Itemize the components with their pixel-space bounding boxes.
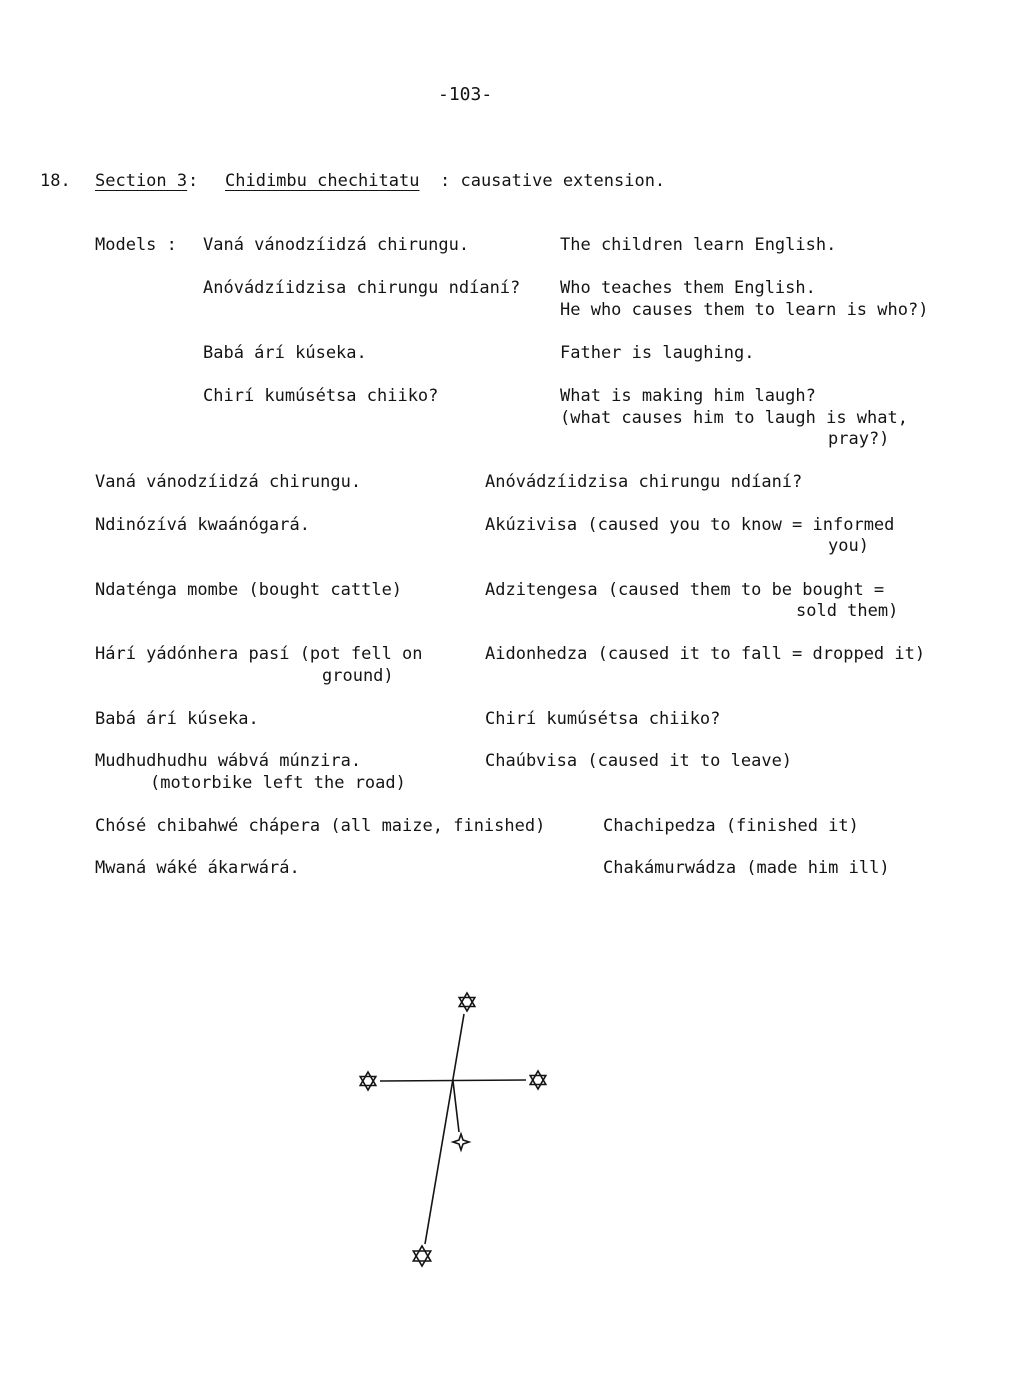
page-number: -103- <box>438 84 493 105</box>
model-shona-3: Babá árí kúseka. <box>203 343 367 363</box>
section-subtitle: : causative extension. <box>440 171 666 191</box>
model-english-4c: pray?) <box>828 429 890 449</box>
star-icon <box>413 1246 430 1266</box>
exercise-left-3: Ndaténga mombe (bought cattle) <box>95 580 403 600</box>
exercise-left-4b: ground) <box>322 666 394 686</box>
model-english-1: The children learn English. <box>560 235 837 255</box>
exercise-right-2b: you) <box>828 536 869 556</box>
exercise-left-6a: Mudhudhudhu wábvá múnzira. <box>95 751 362 771</box>
exercise-right-1: Anóvádzíidzisa chirungu ndíaní? <box>485 472 803 492</box>
model-english-4b: (what causes him to laugh is what, <box>560 408 908 428</box>
cross-short-line <box>453 1081 459 1132</box>
models-label: Models : <box>95 235 177 255</box>
exercise-right-3b: sold them) <box>796 601 899 621</box>
star-icon <box>459 993 475 1011</box>
model-shona-1: Vaná vánodzíidzá chirungu. <box>203 235 470 255</box>
exercise-left-1: Vaná vánodzíidzá chirungu. <box>95 472 362 492</box>
southern-cross-figure <box>340 980 560 1280</box>
exercise-right-7: Chachipedza (finished it) <box>603 816 859 836</box>
star-icon <box>453 1134 469 1150</box>
model-shona-2: Anóvádzíidzisa chirungu ndíaní? <box>203 278 521 298</box>
exercise-left-8: Mwaná wáké ákarwárá. <box>95 858 300 878</box>
section-number: 18. <box>40 171 71 191</box>
star-icon <box>360 1072 376 1090</box>
exercise-left-7: Chósé chibahwé chápera (all maize, finished) <box>95 816 546 836</box>
exercise-right-5: Chirí kumúsétsa chiiko? <box>485 709 721 729</box>
model-english-3: Father is laughing. <box>560 343 755 363</box>
exercise-left-5: Babá árí kúseka. <box>95 709 259 729</box>
exercise-right-8: Chakámurwádza (made him ill) <box>603 858 890 878</box>
star-icon <box>530 1071 546 1089</box>
section-label: Section 3 <box>95 171 188 191</box>
exercise-left-6b: (motorbike left the road) <box>150 773 406 793</box>
exercise-right-6: Chaúbvisa (caused it to leave) <box>485 751 793 771</box>
exercise-right-2a: Akúzivisa (caused you to know = informed <box>485 515 895 535</box>
model-english-4a: What is making him laugh? <box>560 386 816 406</box>
exercise-right-4: Aidonhedza (caused it to fall = dropped it) <box>485 644 926 664</box>
model-english-2a: Who teaches them English. <box>560 278 816 298</box>
model-english-2b: He who causes them to learn is who?) <box>560 300 929 320</box>
exercise-right-3a: Adzitengesa (caused them to be bought = <box>485 580 885 600</box>
exercise-left-2: Ndinózívá kwaánógará. <box>95 515 310 535</box>
section-title: Chidimbu chechitatu <box>225 171 420 191</box>
model-shona-4: Chirí kumúsétsa chiiko? <box>203 386 439 406</box>
exercise-left-4a: Hárí yádónhera pasí (pot fell on <box>95 644 423 664</box>
cross-horizontal-line <box>380 1080 526 1081</box>
section-colon: : <box>188 171 199 191</box>
